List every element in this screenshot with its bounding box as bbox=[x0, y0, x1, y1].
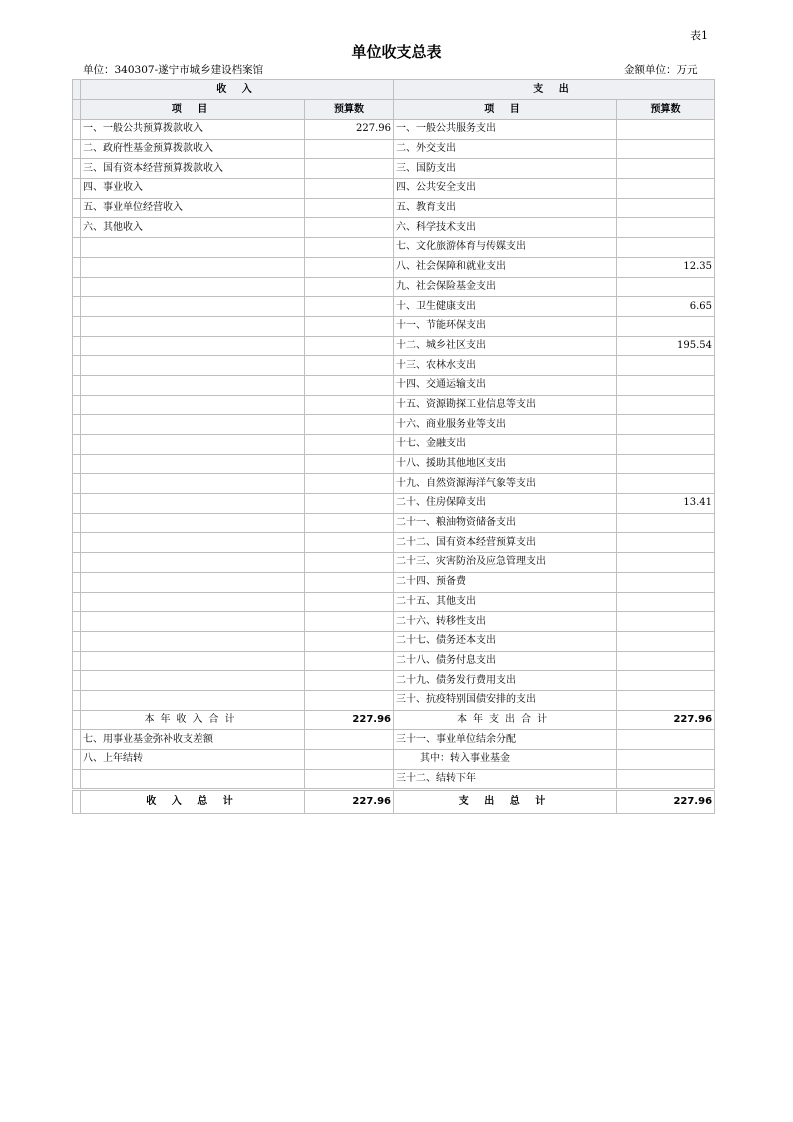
table-row bbox=[73, 474, 715, 494]
income-item-cell bbox=[81, 356, 305, 376]
expense-item-cell: 六、科学技术支出 bbox=[394, 218, 617, 238]
income-value-cell bbox=[305, 277, 394, 297]
expense-value-cell bbox=[617, 730, 715, 750]
table-row bbox=[73, 651, 715, 671]
expense-item-cell: 九、社会保险基金支出 bbox=[394, 277, 617, 297]
expense-value-cell bbox=[617, 356, 715, 376]
year-total-row bbox=[73, 710, 715, 730]
gutter-cell bbox=[73, 671, 81, 691]
income-item-cell bbox=[81, 415, 305, 435]
expense-value-cell bbox=[617, 533, 715, 553]
expense-grand-total-label: 支 出 总 计 bbox=[394, 790, 617, 814]
income-value-cell bbox=[305, 769, 394, 790]
table-row bbox=[73, 277, 715, 297]
income-item-cell: 五、事业单位经营收入 bbox=[81, 198, 305, 218]
expense-item-cell: 二十九、债务发行费用支出 bbox=[394, 671, 617, 691]
page-title: 单位收支总表 bbox=[351, 43, 442, 61]
gutter-cell bbox=[73, 100, 81, 120]
income-value-cell bbox=[305, 257, 394, 277]
gutter-cell bbox=[73, 395, 81, 415]
gutter-cell bbox=[73, 651, 81, 671]
income-value-cell bbox=[305, 297, 394, 317]
expense-item-cell: 二十八、债务付息支出 bbox=[394, 651, 617, 671]
income-value-cell bbox=[305, 572, 394, 592]
expense-value-cell: 6.65 bbox=[617, 297, 715, 317]
table-row bbox=[73, 533, 715, 553]
expense-item-cell: 十一、节能环保支出 bbox=[394, 316, 617, 336]
expense-value-cell bbox=[617, 139, 715, 159]
expense-value-cell bbox=[617, 395, 715, 415]
expense-value-cell bbox=[617, 592, 715, 612]
gutter-cell bbox=[73, 454, 81, 474]
income-value-cell bbox=[305, 435, 394, 455]
income-item-cell bbox=[81, 435, 305, 455]
income-item-cell bbox=[81, 553, 305, 573]
gutter-cell bbox=[73, 435, 81, 455]
income-value-cell bbox=[305, 494, 394, 514]
gutter-cell bbox=[73, 474, 81, 494]
income-value-cell bbox=[305, 533, 394, 553]
gutter-cell bbox=[73, 513, 81, 533]
gutter-cell bbox=[73, 553, 81, 573]
income-item-cell bbox=[81, 257, 305, 277]
expense-item-cell: 二十、住房保障支出 bbox=[394, 494, 617, 514]
expense-item-cell: 二十二、国有资本经营预算支出 bbox=[394, 533, 617, 553]
expense-value-cell bbox=[617, 375, 715, 395]
expense-value-cell bbox=[617, 612, 715, 632]
expense-item-cell: 三、国防支出 bbox=[394, 159, 617, 179]
table-row bbox=[73, 592, 715, 612]
income-item-cell bbox=[81, 572, 305, 592]
table-row bbox=[73, 730, 715, 750]
income-value-cell bbox=[305, 553, 394, 573]
expense-value-cell bbox=[617, 572, 715, 592]
gutter-cell bbox=[73, 336, 81, 356]
expense-item-cell: 十、卫生健康支出 bbox=[394, 297, 617, 317]
gutter-cell bbox=[73, 572, 81, 592]
grand-total-row bbox=[73, 790, 715, 814]
expense-item-cell: 十九、自然资源海洋气象等支出 bbox=[394, 474, 617, 494]
income-item-cell: 一、一般公共预算拨款收入 bbox=[81, 120, 305, 140]
gutter-cell bbox=[73, 592, 81, 612]
expense-value-cell bbox=[617, 179, 715, 199]
table-row bbox=[73, 750, 715, 770]
income-value-cell bbox=[305, 395, 394, 415]
table-row bbox=[73, 553, 715, 573]
expense-value-cell: 13.41 bbox=[617, 494, 715, 514]
income-value-cell bbox=[305, 179, 394, 199]
income-value-cell bbox=[305, 336, 394, 356]
expense-item-cell: 二、外交支出 bbox=[394, 139, 617, 159]
expense-value-cell bbox=[617, 415, 715, 435]
income-item-cell bbox=[81, 671, 305, 691]
gutter-cell bbox=[73, 297, 81, 317]
income-value-cell bbox=[305, 750, 394, 770]
income-value-cell: 227.96 bbox=[305, 120, 394, 140]
income-item-cell bbox=[81, 474, 305, 494]
table-row bbox=[73, 316, 715, 336]
gutter-cell bbox=[73, 730, 81, 750]
expense-item-cell: 十四、交通运输支出 bbox=[394, 375, 617, 395]
gutter-cell bbox=[73, 257, 81, 277]
income-value-cell bbox=[305, 513, 394, 533]
table-row bbox=[73, 769, 715, 790]
income-value-cell bbox=[305, 159, 394, 179]
income-item-cell bbox=[81, 238, 305, 258]
expense-grand-total-value: 227.96 bbox=[617, 790, 715, 814]
gutter-cell bbox=[73, 494, 81, 514]
table-row bbox=[73, 454, 715, 474]
expense-item-cell: 八、社会保障和就业支出 bbox=[394, 257, 617, 277]
gutter-cell bbox=[73, 80, 81, 100]
expense-value-cell bbox=[617, 435, 715, 455]
income-item-cell bbox=[81, 631, 305, 651]
table-row bbox=[73, 415, 715, 435]
gutter-cell bbox=[73, 139, 81, 159]
gutter-cell bbox=[73, 120, 81, 140]
income-item-cell: 八、上年结转 bbox=[81, 750, 305, 770]
expense-value-cell bbox=[617, 769, 715, 790]
table-row bbox=[73, 257, 715, 277]
income-item-cell bbox=[81, 277, 305, 297]
expense-item-cell: 三十、抗疫特别国债安排的支出 bbox=[394, 690, 617, 710]
table-row bbox=[73, 179, 715, 199]
expense-value-cell: 12.35 bbox=[617, 257, 715, 277]
income-value-cell bbox=[305, 316, 394, 336]
expense-value-cell bbox=[617, 513, 715, 533]
income-item-cell bbox=[81, 375, 305, 395]
table-row bbox=[73, 198, 715, 218]
unit-org: 单位：340307-遂宁市城乡建设档案馆 bbox=[83, 64, 264, 76]
income-value-cell bbox=[305, 198, 394, 218]
income-value-cell bbox=[305, 238, 394, 258]
income-value-cell bbox=[305, 631, 394, 651]
income-value-cell bbox=[305, 218, 394, 238]
gutter-cell bbox=[73, 415, 81, 435]
expense-item-cell: 二十一、粮油物资储备支出 bbox=[394, 513, 617, 533]
table-row bbox=[73, 238, 715, 258]
income-item-cell: 六、其他收入 bbox=[81, 218, 305, 238]
gutter-cell bbox=[73, 533, 81, 553]
income-item-cell bbox=[81, 592, 305, 612]
income-item-cell bbox=[81, 336, 305, 356]
unit-amount: 金额单位：万元 bbox=[624, 64, 698, 76]
gutter-cell bbox=[73, 218, 81, 238]
income-budget-header: 预算数 bbox=[305, 100, 394, 120]
income-value-cell bbox=[305, 375, 394, 395]
income-item-cell bbox=[81, 494, 305, 514]
gutter-cell bbox=[73, 631, 81, 651]
expense-value-cell bbox=[617, 690, 715, 710]
expense-value-cell bbox=[617, 238, 715, 258]
table-row bbox=[73, 494, 715, 514]
expense-item-header: 项 目 bbox=[394, 100, 617, 120]
income-grand-total-value: 227.96 bbox=[305, 790, 394, 814]
expense-item-cell: 其中：转入事业基金 bbox=[394, 750, 617, 770]
expense-value-cell bbox=[617, 651, 715, 671]
gutter-cell bbox=[73, 769, 81, 790]
expense-budget-header: 预算数 bbox=[617, 100, 715, 120]
expense-item-cell: 十二、城乡社区支出 bbox=[394, 336, 617, 356]
income-value-cell bbox=[305, 671, 394, 691]
income-item-cell: 七、用事业基金弥补收支差额 bbox=[81, 730, 305, 750]
expense-value-cell bbox=[617, 198, 715, 218]
income-item-cell bbox=[81, 612, 305, 632]
income-value-cell bbox=[305, 139, 394, 159]
expense-item-cell: 十七、金融支出 bbox=[394, 435, 617, 455]
income-header: 收 入 bbox=[81, 80, 394, 100]
income-value-cell bbox=[305, 690, 394, 710]
income-item-cell bbox=[81, 513, 305, 533]
table-row bbox=[73, 671, 715, 691]
expense-value-cell bbox=[617, 631, 715, 651]
gutter-cell bbox=[73, 159, 81, 179]
income-value-cell bbox=[305, 415, 394, 435]
expense-value-cell bbox=[617, 120, 715, 140]
expense-item-cell: 一、一般公共服务支出 bbox=[394, 120, 617, 140]
expense-item-cell: 十三、农林水支出 bbox=[394, 356, 617, 376]
gutter-cell bbox=[73, 198, 81, 218]
income-value-cell bbox=[305, 612, 394, 632]
table-number: 表1 bbox=[690, 29, 708, 42]
table-row bbox=[73, 218, 715, 238]
expense-value-cell bbox=[617, 316, 715, 336]
income-item-cell bbox=[81, 454, 305, 474]
expense-value-cell bbox=[617, 553, 715, 573]
expense-item-cell: 七、文化旅游体育与传媒支出 bbox=[394, 238, 617, 258]
expense-value-cell bbox=[617, 159, 715, 179]
expense-item-cell: 十六、商业服务业等支出 bbox=[394, 415, 617, 435]
income-item-cell: 二、政府性基金预算拨款收入 bbox=[81, 139, 305, 159]
table-row bbox=[73, 120, 715, 140]
expense-item-cell: 二十四、预备费 bbox=[394, 572, 617, 592]
income-item-cell bbox=[81, 651, 305, 671]
expense-year-total-label: 本年支出合计 bbox=[394, 710, 617, 730]
income-item-cell bbox=[81, 769, 305, 790]
income-item-header: 项 目 bbox=[81, 100, 305, 120]
table-row bbox=[73, 159, 715, 179]
income-item-cell bbox=[81, 297, 305, 317]
gutter-cell bbox=[73, 790, 81, 814]
table-row bbox=[73, 435, 715, 455]
expense-item-cell: 五、教育支出 bbox=[394, 198, 617, 218]
expense-year-total-value: 227.96 bbox=[617, 710, 715, 730]
income-value-cell bbox=[305, 454, 394, 474]
income-item-cell bbox=[81, 533, 305, 553]
income-value-cell bbox=[305, 730, 394, 750]
table-row bbox=[73, 297, 715, 317]
expense-item-cell: 二十五、其他支出 bbox=[394, 592, 617, 612]
gutter-cell bbox=[73, 710, 81, 730]
expense-value-cell bbox=[617, 218, 715, 238]
expense-item-cell: 十八、援助其他地区支出 bbox=[394, 454, 617, 474]
column-header-row bbox=[73, 100, 715, 120]
table-row bbox=[73, 572, 715, 592]
expense-header: 支 出 bbox=[394, 80, 715, 100]
table-row bbox=[73, 356, 715, 376]
income-year-total-label: 本年收入合计 bbox=[81, 710, 305, 730]
expense-item-cell: 二十七、债务还本支出 bbox=[394, 631, 617, 651]
gutter-cell bbox=[73, 179, 81, 199]
table-row bbox=[73, 139, 715, 159]
table-row bbox=[73, 336, 715, 356]
income-value-cell bbox=[305, 356, 394, 376]
income-item-cell: 四、事业收入 bbox=[81, 179, 305, 199]
gutter-cell bbox=[73, 690, 81, 710]
table-row bbox=[73, 690, 715, 710]
income-item-cell bbox=[81, 395, 305, 415]
expense-item-cell: 二十三、灾害防治及应急管理支出 bbox=[394, 553, 617, 573]
table-row bbox=[73, 395, 715, 415]
expense-item-cell: 四、公共安全支出 bbox=[394, 179, 617, 199]
gutter-cell bbox=[73, 316, 81, 336]
expense-item-cell: 三十一、事业单位结余分配 bbox=[394, 730, 617, 750]
income-value-cell bbox=[305, 474, 394, 494]
gutter-cell bbox=[73, 750, 81, 770]
expense-item-cell: 十五、资源勘探工业信息等支出 bbox=[394, 395, 617, 415]
table-row bbox=[73, 631, 715, 651]
gutter-cell bbox=[73, 277, 81, 297]
income-grand-total-label: 收 入 总 计 bbox=[81, 790, 305, 814]
income-value-cell bbox=[305, 592, 394, 612]
expense-value-cell bbox=[617, 750, 715, 770]
income-item-cell: 三、国有资本经营预算拨款收入 bbox=[81, 159, 305, 179]
expense-value-cell: 195.54 bbox=[617, 336, 715, 356]
table-row bbox=[73, 612, 715, 632]
budget-table bbox=[72, 79, 715, 814]
gutter-cell bbox=[73, 356, 81, 376]
income-item-cell bbox=[81, 316, 305, 336]
table-row bbox=[73, 513, 715, 533]
expense-value-cell bbox=[617, 277, 715, 297]
expense-value-cell bbox=[617, 454, 715, 474]
section-header-row bbox=[73, 80, 715, 100]
gutter-cell bbox=[73, 612, 81, 632]
income-value-cell bbox=[305, 651, 394, 671]
income-year-total-value: 227.96 bbox=[305, 710, 394, 730]
expense-value-cell bbox=[617, 474, 715, 494]
gutter-cell bbox=[73, 375, 81, 395]
gutter-cell bbox=[73, 238, 81, 258]
expense-item-cell: 三十二、结转下年 bbox=[394, 769, 617, 790]
expense-value-cell bbox=[617, 671, 715, 691]
table-row bbox=[73, 375, 715, 395]
expense-item-cell: 二十六、转移性支出 bbox=[394, 612, 617, 632]
income-item-cell bbox=[81, 690, 305, 710]
